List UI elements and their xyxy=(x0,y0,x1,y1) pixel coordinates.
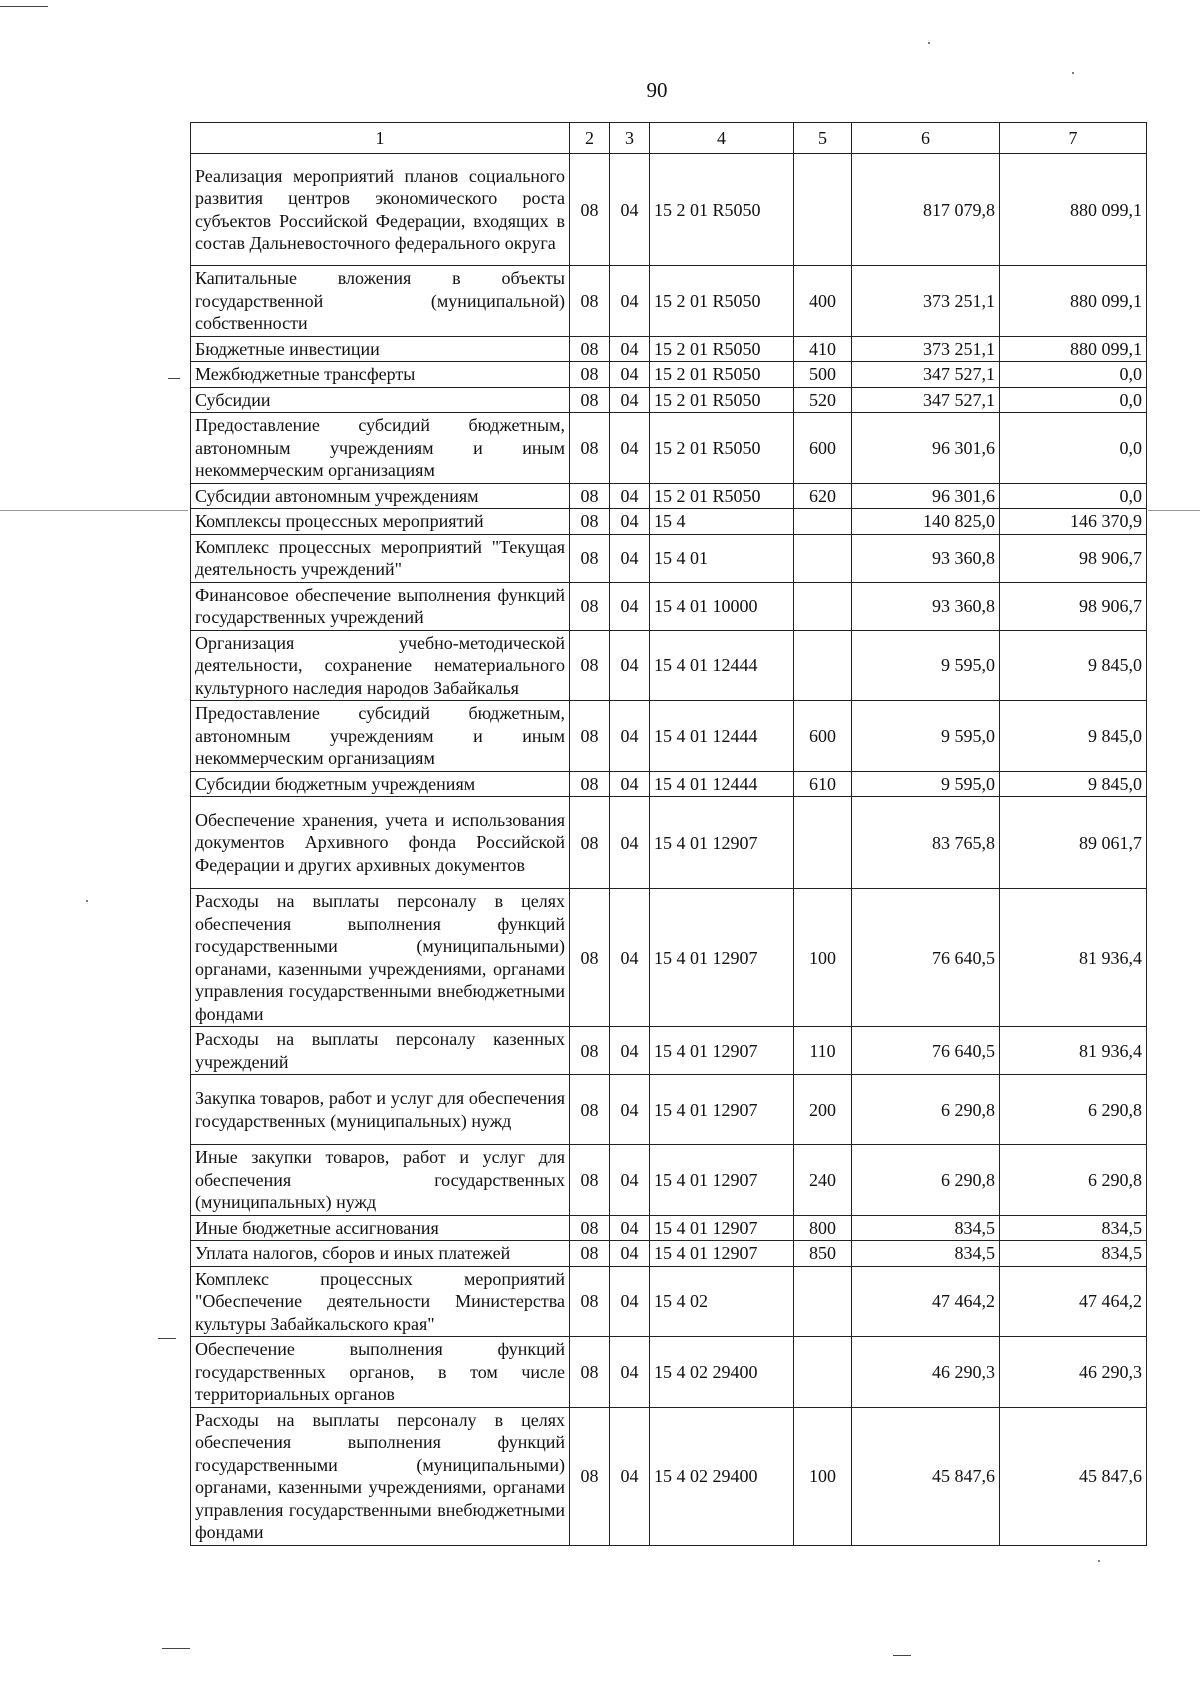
table-header xyxy=(191,123,1147,154)
scan-mark-left-margin-2 xyxy=(158,1338,176,1339)
amount-year2-cell: 880 099,1 xyxy=(1000,336,1147,362)
amount-year1-cell: 9 595,0 xyxy=(852,701,1000,772)
amount-year2-cell: 0,0 xyxy=(1000,387,1147,413)
amount-year1-cell: 817 079,8 xyxy=(852,154,1000,266)
expense-type-cell xyxy=(794,154,852,266)
amount-year1-cell: 347 527,1 xyxy=(852,387,1000,413)
amount-year1-cell: 93 360,8 xyxy=(852,534,1000,582)
target-article-cell: 15 2 01 R5050 xyxy=(650,387,794,413)
section-code-cell: 08 xyxy=(570,362,610,388)
table-row xyxy=(191,1241,1147,1267)
amount-year2-cell: 880 099,1 xyxy=(1000,266,1147,337)
expense-type-cell: 240 xyxy=(794,1145,852,1216)
subsection-code-cell: 04 xyxy=(610,797,650,889)
expense-type-cell: 600 xyxy=(794,701,852,772)
header-row xyxy=(191,123,1147,154)
table-row xyxy=(191,797,1147,889)
amount-year2-cell: 9 845,0 xyxy=(1000,771,1147,797)
table-row xyxy=(191,771,1147,797)
amount-year1-cell: 373 251,1 xyxy=(852,266,1000,337)
section-code-cell: 08 xyxy=(570,630,610,701)
subsection-code-cell: 04 xyxy=(610,771,650,797)
amount-year1-cell: 6 290,8 xyxy=(852,1145,1000,1216)
subsection-code-cell: 04 xyxy=(610,1407,650,1545)
table-row xyxy=(191,266,1147,337)
expense-type-cell xyxy=(794,534,852,582)
section-code-cell: 08 xyxy=(570,509,610,535)
amount-year1-cell: 96 301,6 xyxy=(852,413,1000,484)
subsection-code-cell: 04 xyxy=(610,1266,650,1337)
target-article-cell: 15 4 02 29400 xyxy=(650,1407,794,1545)
scan-dot xyxy=(86,900,88,902)
target-article-cell: 15 4 01 12907 xyxy=(650,1145,794,1216)
scan-fold-line-left xyxy=(0,510,188,511)
section-code-cell: 08 xyxy=(570,797,610,889)
amount-year1-cell: 9 595,0 xyxy=(852,630,1000,701)
scan-mark-top-left xyxy=(0,6,48,7)
target-article-cell: 15 4 xyxy=(650,509,794,535)
expense-name-cell: Бюджетные инвестиции xyxy=(191,336,570,362)
section-code-cell: 08 xyxy=(570,701,610,772)
subsection-code-cell: 04 xyxy=(610,889,650,1027)
target-article-cell: 15 2 01 R5050 xyxy=(650,336,794,362)
expense-type-cell xyxy=(794,1337,852,1408)
table-row xyxy=(191,1266,1147,1337)
amount-year1-cell: 47 464,2 xyxy=(852,1266,1000,1337)
amount-year2-cell: 98 906,7 xyxy=(1000,582,1147,630)
expense-type-cell: 800 xyxy=(794,1215,852,1241)
amount-year1-cell: 93 360,8 xyxy=(852,582,1000,630)
page-number: 90 xyxy=(646,78,668,102)
target-article-cell: 15 4 01 12907 xyxy=(650,1027,794,1075)
expense-name-cell: Иные бюджетные ассигнования xyxy=(191,1215,570,1241)
expense-name-cell: Капитальные вложения в объекты государственной (муниципальной) собственности xyxy=(191,266,570,337)
target-article-cell: 15 2 01 R5050 xyxy=(650,362,794,388)
scan-fold-line-right xyxy=(1148,510,1200,511)
expense-type-cell: 100 xyxy=(794,889,852,1027)
target-article-cell: 15 4 01 12444 xyxy=(650,701,794,772)
amount-year1-cell: 140 825,0 xyxy=(852,509,1000,535)
target-article-cell: 15 4 01 12444 xyxy=(650,771,794,797)
scan-dot xyxy=(1098,1560,1100,1562)
table-row xyxy=(191,483,1147,509)
table-row xyxy=(191,1407,1147,1545)
table-row xyxy=(191,387,1147,413)
subsection-code-cell: 04 xyxy=(610,1075,650,1145)
expense-name-cell: Предоставление субсидий бюджетным, автономным учреждениям и иным некоммерческим организациям xyxy=(191,701,570,772)
table-row xyxy=(191,534,1147,582)
section-code-cell: 08 xyxy=(570,1215,610,1241)
table-row xyxy=(191,1075,1147,1145)
amount-year1-cell: 373 251,1 xyxy=(852,336,1000,362)
expense-name-cell: Обеспечение хранения, учета и использования документов Архивного фонда Российской Федерации и других архивных документов xyxy=(191,797,570,889)
header-cell: 3 xyxy=(610,123,650,154)
target-article-cell: 15 2 01 R5050 xyxy=(650,154,794,266)
expense-name-cell: Субсидии xyxy=(191,387,570,413)
table-row xyxy=(191,1215,1147,1241)
amount-year1-cell: 96 301,6 xyxy=(852,483,1000,509)
section-code-cell: 08 xyxy=(570,1407,610,1545)
expense-name-cell: Иные закупки товаров, работ и услуг для обеспечения государственных (муниципальных) нужд xyxy=(191,1145,570,1216)
table-body xyxy=(191,154,1147,1546)
header-cell: 4 xyxy=(650,123,794,154)
expense-type-cell: 100 xyxy=(794,1407,852,1545)
amount-year1-cell: 83 765,8 xyxy=(852,797,1000,889)
table-row xyxy=(191,1337,1147,1408)
target-article-cell: 15 4 01 12444 xyxy=(650,630,794,701)
expense-name-cell: Субсидии автономным учреждениям xyxy=(191,483,570,509)
expense-type-cell xyxy=(794,1266,852,1337)
scan-mark-bottom-center xyxy=(893,1655,911,1656)
subsection-code-cell: 04 xyxy=(610,701,650,772)
amount-year2-cell: 880 099,1 xyxy=(1000,154,1147,266)
amount-year2-cell: 6 290,8 xyxy=(1000,1145,1147,1216)
table-row xyxy=(191,1027,1147,1075)
section-code-cell: 08 xyxy=(570,1145,610,1216)
subsection-code-cell: 04 xyxy=(610,154,650,266)
section-code-cell: 08 xyxy=(570,534,610,582)
amount-year2-cell: 146 370,9 xyxy=(1000,509,1147,535)
header-cell: 7 xyxy=(1000,123,1147,154)
expense-name-cell: Межбюджетные трансферты xyxy=(191,362,570,388)
table-row xyxy=(191,154,1147,266)
expense-name-cell: Расходы на выплаты персоналу казенных учреждений xyxy=(191,1027,570,1075)
subsection-code-cell: 04 xyxy=(610,1215,650,1241)
section-code-cell: 08 xyxy=(570,771,610,797)
expense-type-cell: 620 xyxy=(794,483,852,509)
target-article-cell: 15 2 01 R5050 xyxy=(650,413,794,484)
target-article-cell: 15 4 01 12907 xyxy=(650,1215,794,1241)
header-cell: 2 xyxy=(570,123,610,154)
table-row xyxy=(191,630,1147,701)
amount-year2-cell: 0,0 xyxy=(1000,362,1147,388)
expense-name-cell: Предоставление субсидий бюджетным, автономным учреждениям и иным некоммерческим организациям xyxy=(191,413,570,484)
expense-name-cell: Реализация мероприятий планов социального развития центров экономического роста субъектов Российской Федерации, входящих в состав Дальневосточного федерального округа xyxy=(191,154,570,266)
amount-year2-cell: 9 845,0 xyxy=(1000,701,1147,772)
subsection-code-cell: 04 xyxy=(610,1027,650,1075)
section-code-cell: 08 xyxy=(570,154,610,266)
expense-type-cell: 400 xyxy=(794,266,852,337)
target-article-cell: 15 4 01 10000 xyxy=(650,582,794,630)
budget-table xyxy=(190,122,1147,1546)
amount-year1-cell: 9 595,0 xyxy=(852,771,1000,797)
expense-type-cell: 410 xyxy=(794,336,852,362)
scan-dot xyxy=(1072,72,1074,74)
table-row xyxy=(191,582,1147,630)
target-article-cell: 15 2 01 R5050 xyxy=(650,266,794,337)
scan-mark-bottom-left xyxy=(162,1648,190,1649)
expense-type-cell: 850 xyxy=(794,1241,852,1267)
expense-type-cell: 500 xyxy=(794,362,852,388)
subsection-code-cell: 04 xyxy=(610,1145,650,1216)
section-code-cell: 08 xyxy=(570,387,610,413)
target-article-cell: 15 4 01 12907 xyxy=(650,889,794,1027)
header-cell: 1 xyxy=(191,123,570,154)
table-row xyxy=(191,889,1147,1027)
target-article-cell: 15 4 01 12907 xyxy=(650,797,794,889)
expense-name-cell: Комплекс процессных мероприятий "Текущая деятельность учреждений" xyxy=(191,534,570,582)
expense-name-cell: Расходы на выплаты персоналу в целях обеспечения выполнения функций государственными (муниципальными) органами, казенными учреждениями, органами управления государственными внебюджетными фондами xyxy=(191,1407,570,1545)
amount-year2-cell: 89 061,7 xyxy=(1000,797,1147,889)
section-code-cell: 08 xyxy=(570,1027,610,1075)
table-row xyxy=(191,413,1147,484)
amount-year2-cell: 46 290,3 xyxy=(1000,1337,1147,1408)
subsection-code-cell: 04 xyxy=(610,509,650,535)
section-code-cell: 08 xyxy=(570,889,610,1027)
header-cell: 6 xyxy=(852,123,1000,154)
section-code-cell: 08 xyxy=(570,1337,610,1408)
expense-name-cell: Организация учебно-методической деятельности, сохранение нематериального культурного наследия народов Забайкалья xyxy=(191,630,570,701)
header-cell: 5 xyxy=(794,123,852,154)
table-row xyxy=(191,509,1147,535)
target-article-cell: 15 4 01 12907 xyxy=(650,1241,794,1267)
table-row xyxy=(191,701,1147,772)
amount-year2-cell: 81 936,4 xyxy=(1000,1027,1147,1075)
amount-year2-cell: 9 845,0 xyxy=(1000,630,1147,701)
expense-type-cell xyxy=(794,509,852,535)
amount-year2-cell: 0,0 xyxy=(1000,483,1147,509)
table-row xyxy=(191,362,1147,388)
subsection-code-cell: 04 xyxy=(610,266,650,337)
amount-year1-cell: 76 640,5 xyxy=(852,1027,1000,1075)
subsection-code-cell: 04 xyxy=(610,1241,650,1267)
amount-year1-cell: 834,5 xyxy=(852,1215,1000,1241)
expense-name-cell: Комплекс процессных мероприятий "Обеспечение деятельности Министерства культуры Забайкальского края" xyxy=(191,1266,570,1337)
amount-year1-cell: 46 290,3 xyxy=(852,1337,1000,1408)
section-code-cell: 08 xyxy=(570,1241,610,1267)
subsection-code-cell: 04 xyxy=(610,483,650,509)
expense-name-cell: Закупка товаров, работ и услуг для обеспечения государственных (муниципальных) нужд xyxy=(191,1075,570,1145)
subsection-code-cell: 04 xyxy=(610,582,650,630)
table-row xyxy=(191,1145,1147,1216)
subsection-code-cell: 04 xyxy=(610,630,650,701)
amount-year2-cell: 81 936,4 xyxy=(1000,889,1147,1027)
expense-type-cell: 520 xyxy=(794,387,852,413)
section-code-cell: 08 xyxy=(570,1266,610,1337)
section-code-cell: 08 xyxy=(570,483,610,509)
expense-type-cell xyxy=(794,797,852,889)
section-code-cell: 08 xyxy=(570,1075,610,1145)
section-code-cell: 08 xyxy=(570,336,610,362)
amount-year2-cell: 834,5 xyxy=(1000,1215,1147,1241)
expense-name-cell: Субсидии бюджетным учреждениям xyxy=(191,771,570,797)
expense-name-cell: Обеспечение выполнения функций государственных органов, в том числе территориальных органов xyxy=(191,1337,570,1408)
expense-type-cell: 610 xyxy=(794,771,852,797)
expense-type-cell: 600 xyxy=(794,413,852,484)
subsection-code-cell: 04 xyxy=(610,362,650,388)
amount-year2-cell: 45 847,6 xyxy=(1000,1407,1147,1545)
amount-year2-cell: 834,5 xyxy=(1000,1241,1147,1267)
amount-year2-cell: 6 290,8 xyxy=(1000,1075,1147,1145)
expense-name-cell: Финансовое обеспечение выполнения функций государственных учреждений xyxy=(191,582,570,630)
amount-year2-cell: 0,0 xyxy=(1000,413,1147,484)
expense-name-cell: Расходы на выплаты персоналу в целях обеспечения выполнения функций государственными (муниципальными) органами, казенными учреждениями, органами управления государственными внебюджетными фондами xyxy=(191,889,570,1027)
amount-year1-cell: 76 640,5 xyxy=(852,889,1000,1027)
amount-year2-cell: 98 906,7 xyxy=(1000,534,1147,582)
scan-dot xyxy=(928,42,930,44)
scan-mark-left-margin xyxy=(168,378,180,379)
amount-year1-cell: 834,5 xyxy=(852,1241,1000,1267)
section-code-cell: 08 xyxy=(570,413,610,484)
subsection-code-cell: 04 xyxy=(610,534,650,582)
expense-type-cell xyxy=(794,582,852,630)
expense-type-cell: 110 xyxy=(794,1027,852,1075)
expense-type-cell xyxy=(794,630,852,701)
amount-year1-cell: 45 847,6 xyxy=(852,1407,1000,1545)
subsection-code-cell: 04 xyxy=(610,387,650,413)
amount-year1-cell: 347 527,1 xyxy=(852,362,1000,388)
table-row xyxy=(191,336,1147,362)
subsection-code-cell: 04 xyxy=(610,336,650,362)
amount-year2-cell: 47 464,2 xyxy=(1000,1266,1147,1337)
subsection-code-cell: 04 xyxy=(610,413,650,484)
expense-type-cell: 200 xyxy=(794,1075,852,1145)
subsection-code-cell: 04 xyxy=(610,1337,650,1408)
target-article-cell: 15 4 01 12907 xyxy=(650,1075,794,1145)
expense-name-cell: Уплата налогов, сборов и иных платежей xyxy=(191,1241,570,1267)
section-code-cell: 08 xyxy=(570,582,610,630)
section-code-cell: 08 xyxy=(570,266,610,337)
target-article-cell: 15 4 02 29400 xyxy=(650,1337,794,1408)
target-article-cell: 15 4 01 xyxy=(650,534,794,582)
target-article-cell: 15 4 02 xyxy=(650,1266,794,1337)
amount-year1-cell: 6 290,8 xyxy=(852,1075,1000,1145)
target-article-cell: 15 2 01 R5050 xyxy=(650,483,794,509)
expense-name-cell: Комплексы процессных мероприятий xyxy=(191,509,570,535)
